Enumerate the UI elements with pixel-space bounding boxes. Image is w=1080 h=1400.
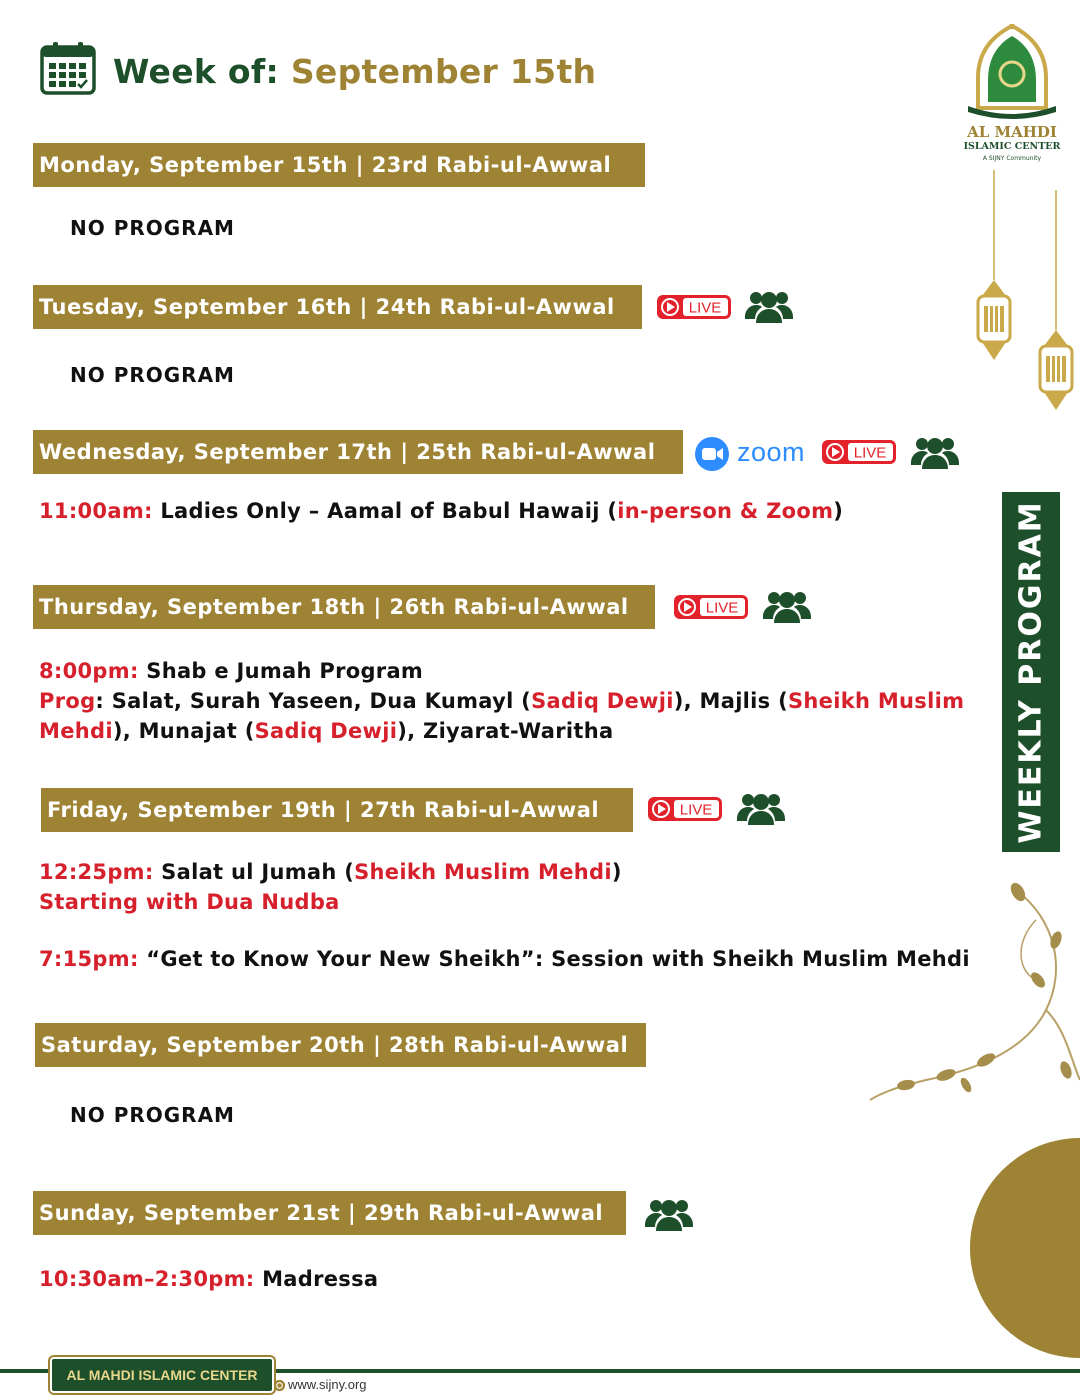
week-date: September 15th <box>290 52 597 91</box>
calendar-icon <box>40 41 96 95</box>
website-link[interactable]: www.sijny.org <box>288 1377 367 1392</box>
friday-dua-nudba: Starting with Dua Nudba <box>39 890 340 914</box>
live-badge-icon <box>821 439 897 465</box>
no-program-monday: NO PROGRAM <box>70 216 235 240</box>
no-program-saturday: NO PROGRAM <box>70 1103 235 1127</box>
weekly-program-label <box>1002 492 1060 852</box>
live-badge-icon <box>656 294 732 320</box>
thursday-program-line-2: Mehdi), Munajat (Sadiq Dewji), Ziyarat-Waritha <box>39 719 614 743</box>
wednesday-event: 11:00am: Ladies Only – Aamal of Babul Hawaij (in-person & Zoom) <box>39 499 844 523</box>
day-bar-wednesday: Wednesday, September 17th | 25th Rabi-ul-Awwal <box>33 430 683 474</box>
in-person-group-icon <box>745 289 793 323</box>
al-mahdi-logo <box>960 22 1064 122</box>
live-text: LIVE <box>688 299 722 317</box>
thursday-event-time: 8:00pm: Shab e Jumah Program <box>39 659 424 683</box>
logo-name: AL MAHDI <box>967 123 1057 141</box>
in-person-group-icon <box>911 435 959 469</box>
day-bar-saturday: Saturday, September 20th | 28th Rabi-ul-Awwal <box>35 1023 646 1067</box>
globe-icon <box>273 1379 286 1392</box>
in-person-group-icon <box>737 791 785 825</box>
in-person-group-icon <box>763 589 811 623</box>
friday-event-session: 7:15pm: “Get to Know Your New Sheikh”: Session with Sheikh Muslim Mehdi <box>39 947 970 971</box>
thursday-program-line-1: Prog: Salat, Surah Yaseen, Dua Kumayl (Sadiq Dewji), Majlis (Sheikh Muslim <box>39 689 965 713</box>
day-bar-sunday: Sunday, September 21st | 29th Rabi-ul-Awwal <box>33 1191 626 1235</box>
lantern-decoration <box>968 170 1080 430</box>
live-badge-icon <box>647 796 723 822</box>
zoom-label: zoom <box>737 437 806 467</box>
in-person-group-icon <box>645 1197 693 1231</box>
day-bar-thursday: Thursday, September 18th | 26th Rabi-ul-Awwal <box>33 585 655 629</box>
live-text: LIVE <box>705 599 739 617</box>
day-bar-tuesday: Tuesday, September 16th | 24th Rabi-ul-Awwal <box>33 285 642 329</box>
friday-event-jumah: 12:25pm: Salat ul Jumah (Sheikh Muslim Mehdi) <box>39 860 622 884</box>
live-badge-icon <box>673 594 749 620</box>
floral-ornament <box>866 880 1080 1120</box>
no-program-tuesday: NO PROGRAM <box>70 363 235 387</box>
live-text: LIVE <box>679 801 713 819</box>
gold-circle-decoration <box>970 1138 1080 1358</box>
logo-subtitle: ISLAMIC CENTER <box>963 141 1061 152</box>
day-bar-monday: Monday, September 15th | 23rd Rabi-ul-Awwal <box>33 143 645 187</box>
live-text: LIVE <box>853 444 887 462</box>
day-bar-friday: Friday, September 19th | 27th Rabi-ul-Awwal <box>41 788 633 832</box>
week-label: Week of: <box>113 52 280 91</box>
logo-tagline: A SIJNY Community <box>982 155 1042 162</box>
sunday-event: 10:30am–2:30pm: Madressa <box>39 1267 379 1291</box>
footer-badge: AL MAHDI ISLAMIC CENTER <box>50 1357 274 1393</box>
weekly-program-text: WEEKLY PROGRAM <box>1013 500 1049 844</box>
zoom-icon <box>695 437 729 471</box>
page-title <box>113 52 596 91</box>
